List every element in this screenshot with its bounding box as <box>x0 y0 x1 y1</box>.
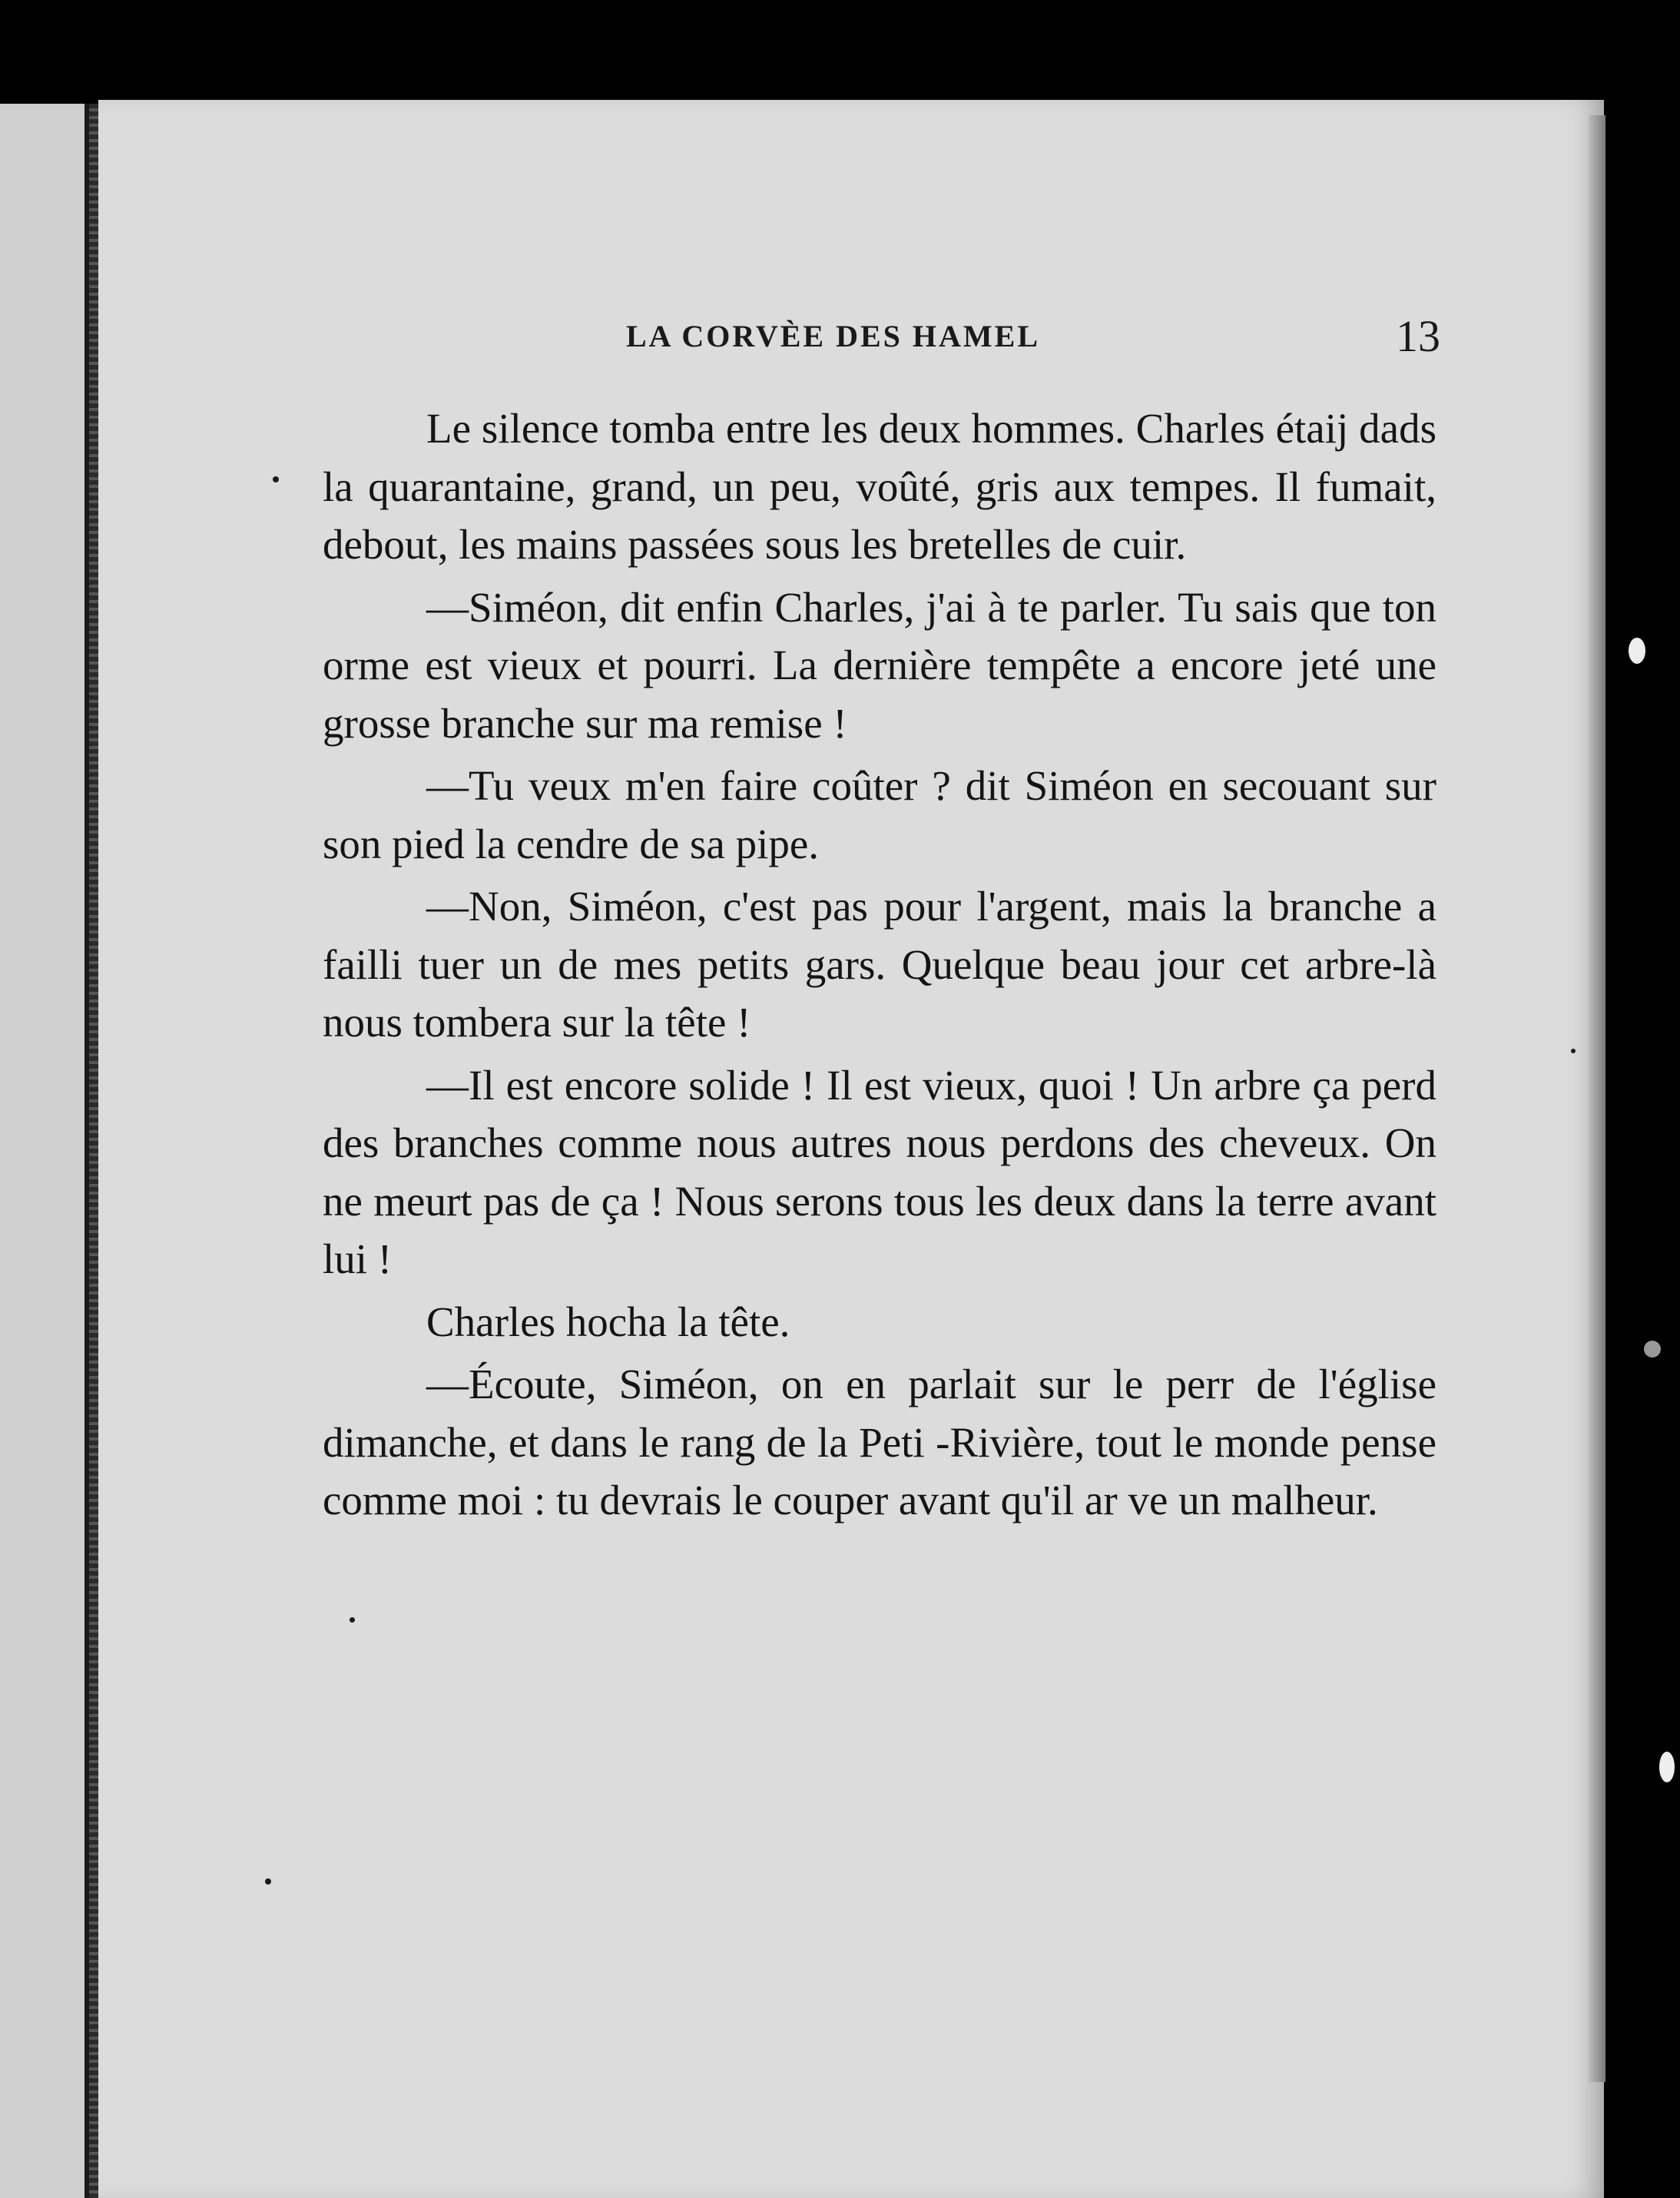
paragraph: —Il est encore solide ! Il est vieux, quoi ! Un arbre ça perd des branches comme nous autres nous perdons des cheveux. On ne meurt pas de ça ! Nous serons tous les deux dans la terre avant lui ! <box>323 1061 1436 1282</box>
scan-speck <box>1644 1341 1661 1358</box>
page-header <box>626 311 1440 361</box>
facing-page-edge <box>0 104 89 2198</box>
page-right-edge <box>1589 115 1605 2082</box>
paragraph: Le silence tomba entre les deux hommes. Charles étaij dads la quarantaine, grand, un peu, voûté, gris aux tempes. Il fumait, debout, les mains passées sous les bretelles de cuir. <box>323 405 1436 568</box>
paragraph: —Non, Siméon, c'est pas pour l'argent, mais la branche a failli tuer un de mes petits gars. Quelque beau jour cet arbre-là nous tombera sur la tête ! <box>323 883 1436 1046</box>
paragraph: —Siméon, dit enfin Charles, j'ai à te parler. Tu sais que ton orme est vieux et pourri. La dernière tempête a encore jeté une grosse branche sur ma remise ! <box>323 583 1436 747</box>
paragraph: Charles hocha la tête. <box>426 1298 790 1345</box>
scan-speck <box>1659 1752 1675 1782</box>
running-title: LA CORVÈE DES HAMEL <box>626 319 1041 353</box>
paragraph: —Écoute, Siméon, on en parlait sur le perr de l'église dimanche, et dans le rang de la Peti -Rivière, tout le monde pense comme moi : tu devrais le couper avant qu'il ar ve un malheur. <box>323 1361 1436 1523</box>
body-text <box>323 399 1436 1534</box>
scan-speck <box>350 1617 355 1623</box>
scan-speck <box>273 476 279 482</box>
scan-speck <box>1629 638 1645 664</box>
scan-speck <box>265 1878 271 1885</box>
page-number: 13 <box>1396 311 1440 361</box>
scan-speck <box>1571 1049 1576 1053</box>
paragraph: —Tu veux m'en faire coûter ? dit Siméon en secouant sur son pied la cendre de sa pipe. <box>323 762 1436 867</box>
